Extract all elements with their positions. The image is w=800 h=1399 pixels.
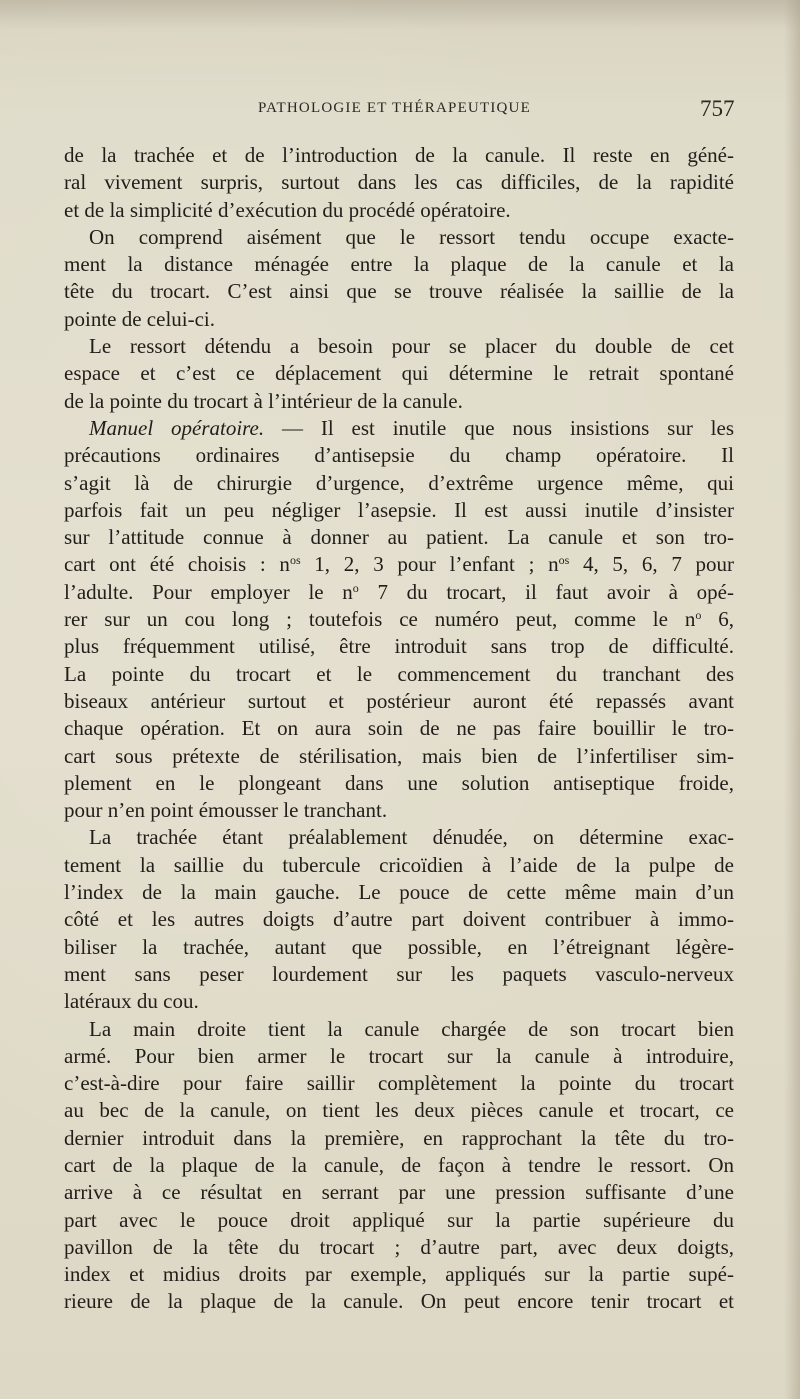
text-line: [64, 142, 734, 169]
text-line: [64, 633, 734, 660]
text-line: [64, 934, 734, 961]
line-text: c’est-à-dire pour faire saillir complètement la pointe du trocart: [64, 1071, 734, 1096]
superscript: o: [352, 580, 359, 595]
line-text: biliser la trachée, autant que possible, en l’étreignant légère-: [64, 934, 734, 959]
text-line: [64, 1179, 734, 1206]
line-text: au bec de la canule, on tient les deux pièces canule et trocart, ce: [64, 1098, 734, 1123]
line-text: l’index de la main gauche. Le pouce de cette même main d’un: [64, 880, 734, 905]
line-text: On comprend aisément que le ressort tendu occupe exacte-: [89, 224, 734, 249]
text-line: [64, 333, 734, 360]
line-text: espace et c’est ce déplacement qui détermine le retrait spontané: [64, 361, 734, 386]
line-text: ment la distance ménagée entre la plaque de la canule et la: [64, 252, 734, 277]
text-line: [64, 1016, 734, 1043]
text-line: [64, 661, 734, 688]
line-text: cart ont été choisis : n: [64, 552, 290, 577]
line-text: plement en le plongeant dans une solution antiseptique froide,: [64, 770, 734, 795]
text-line: [64, 1288, 734, 1315]
text-line: [64, 1207, 734, 1234]
text-line: [64, 415, 734, 442]
line-text: plus fréquemment utilisé, être introduit sans trop de difficulté.: [64, 634, 734, 659]
text-line: [64, 197, 734, 224]
line-text: parfois fait un peu négliger l’asepsie. Il est aussi inutile d’insister: [64, 497, 734, 522]
text-line: [64, 524, 734, 551]
line-text: arrive à ce résultat en serrant par une pression suffisante d’une: [64, 1180, 734, 1205]
text-line: [64, 278, 734, 305]
line-text: pour n’en point émousser le tranchant.: [64, 798, 388, 823]
text-line: [64, 988, 734, 1015]
superscript: os: [558, 553, 570, 568]
line-text: tête du trocart. C’est ainsi que se trouve réalisée la saillie de la: [64, 279, 734, 304]
line-text: part avec le pouce droit appliqué sur la partie supérieure du: [64, 1207, 734, 1232]
line-text: de la pointe du trocart à l’intérieur de la canule.: [64, 388, 463, 413]
text-line: [64, 1152, 734, 1179]
text-line: [64, 224, 734, 251]
text-line: [64, 688, 734, 715]
line-text: rer sur un cou long ; toutefois ce numéro peut, comme le n: [64, 607, 696, 632]
line-text: précautions ordinaires d’antisepsie du champ opératoire. Il: [64, 443, 734, 468]
text-line: [64, 961, 734, 988]
line-text: La pointe du trocart et le commencement du tranchant des: [64, 661, 734, 686]
line-text: Le ressort détendu a besoin pour se placer du double de cet: [89, 334, 734, 359]
text-line: [64, 1043, 734, 1070]
superscript: os: [289, 553, 301, 568]
page-right-edge: [784, 0, 800, 1399]
text-line: [64, 770, 734, 797]
line-text: côté et les autres doigts d’autre part doivent contribuer à immo-: [64, 907, 734, 932]
text-line: [64, 579, 734, 606]
line-text: — Il est inutile que nous insistions sur les: [264, 415, 735, 440]
line-text: cart de la plaque de la canule, de façon à tendre le ressort. On: [64, 1152, 734, 1177]
text-line: [64, 1097, 734, 1124]
line-text: biseaux antérieur surtout et postérieur auront été repassés avant: [64, 688, 734, 713]
line-text: rieure de la plaque de la canule. On peut encore tenir trocart et: [64, 1289, 734, 1314]
line-text: 6,: [701, 607, 735, 632]
line-text: La main droite tient la canule chargée de son trocart bien: [89, 1016, 734, 1041]
text-line: [64, 879, 734, 906]
line-text: 7 du trocart, il faut avoir à opé-: [358, 579, 734, 604]
text-line: [64, 442, 734, 469]
line-text: dernier introduit dans la première, en rapprochant la tête du tro-: [64, 1125, 734, 1150]
line-text: s’agit là de chirurgie d’urgence, d’extrême urgence même, qui: [64, 470, 734, 495]
text-line: [64, 470, 734, 497]
page-number: 757: [700, 96, 735, 121]
text-line: [64, 906, 734, 933]
line-text: l’adulte. Pour employer le n: [64, 579, 353, 604]
text-line: [64, 306, 734, 333]
page-top-shadow: [0, 0, 800, 30]
line-text: ral vivement surpris, surtout dans les cas difficiles, de la rapidité: [64, 170, 734, 195]
line-text: ment sans peser lourdement sur les paquets vasculo-nerveux: [64, 961, 734, 986]
line-text: et de la simplicité d’exécution du procédé opératoire.: [64, 197, 511, 222]
text-line: [64, 551, 734, 578]
body-text: [64, 142, 734, 1316]
text-line: [64, 743, 734, 770]
page-header: [0, 96, 800, 126]
text-line: [64, 360, 734, 387]
running-title: PATHOLOGIE ET THÉRAPEUTIQUE: [258, 100, 531, 116]
text-line: [64, 606, 734, 633]
text-line: [64, 497, 734, 524]
text-line: [64, 1261, 734, 1288]
line-text: pointe de celui-ci.: [64, 306, 216, 331]
text-line: [64, 169, 734, 196]
line-text: de la trachée et de l’introduction de la canule. Il reste en géné-: [64, 143, 734, 167]
line-text: armé. Pour bien armer le trocart sur la canule à introduire,: [64, 1043, 734, 1068]
line-text: sur l’attitude connue à donner au patient. La canule et son tro-: [64, 525, 734, 550]
text-line: [64, 1234, 734, 1261]
line-text: chaque opération. Et on aura soin de ne pas faire bouillir le tro-: [64, 716, 734, 741]
text-line: [64, 1125, 734, 1152]
text-line: [64, 251, 734, 278]
line-text: 4, 5, 6, 7 pour: [569, 552, 735, 577]
text-line: [64, 1070, 734, 1097]
line-text: pavillon de la tête du trocart ; d’autre part, avec deux doigts,: [64, 1234, 734, 1259]
line-text: latéraux du cou.: [64, 989, 199, 1014]
line-text: index et midius droits par exemple, appliqués sur la partie supé-: [64, 1262, 734, 1287]
text-line: [64, 388, 734, 415]
line-text: La trachée étant préalablement dénudée, on détermine exac-: [89, 825, 734, 850]
italic-heading: Manuel opératoire.: [89, 415, 265, 440]
text-line: [64, 852, 734, 879]
superscript: o: [695, 608, 702, 623]
line-text: cart sous prétexte de stérilisation, mais bien de l’infertiliser sim-: [64, 743, 734, 768]
text-line: [64, 824, 734, 851]
text-line: [64, 797, 734, 824]
text-line: [64, 715, 734, 742]
line-text: tement la saillie du tubercule cricoïdien à l’aide de la pulpe de: [64, 852, 734, 877]
line-text: 1, 2, 3 pour l’enfant ; n: [300, 552, 559, 577]
